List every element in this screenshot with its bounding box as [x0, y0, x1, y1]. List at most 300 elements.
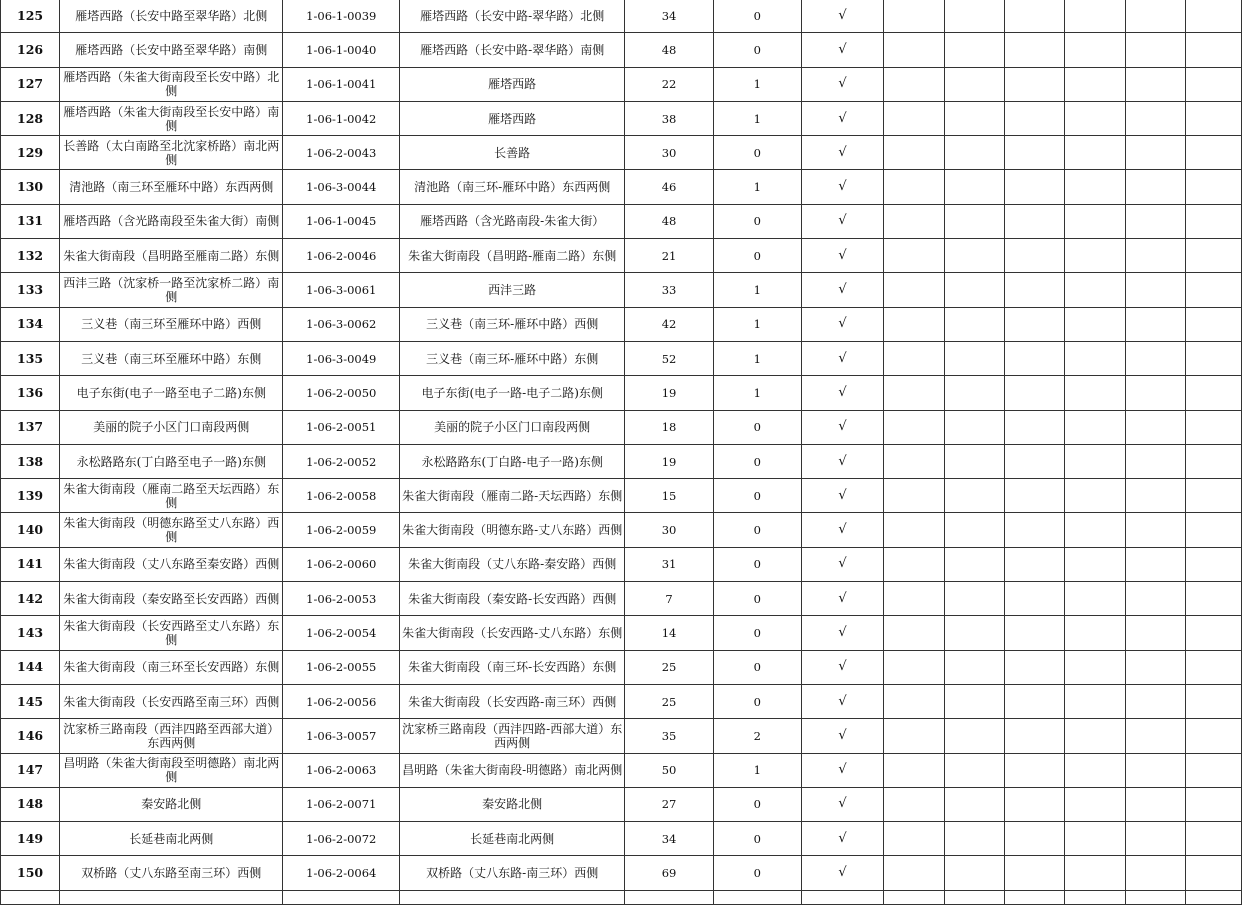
empty-cell	[944, 273, 1004, 307]
road-section-cell: 朱雀大街南段（长安西路至南三环）西侧	[60, 684, 283, 718]
table-row	[1, 513, 1242, 547]
section-code-cell: 1-06-2-0054	[283, 616, 400, 650]
count-cell: 0	[713, 0, 801, 33]
empty-cell	[1065, 410, 1125, 444]
empty-cell	[1125, 376, 1185, 410]
count-cell: 0	[713, 650, 801, 684]
row-number-cell: 138	[1, 444, 60, 478]
empty-cell	[1186, 33, 1242, 67]
check-mark-cell: √	[801, 547, 883, 581]
road-name-cell: 雁塔西路（长安中路-翠华路）北侧	[400, 0, 625, 33]
road-name-cell: 长善路	[400, 136, 625, 170]
empty-cell	[1065, 582, 1125, 616]
empty-cell	[1125, 67, 1185, 101]
road-name-cell: 清池路（南三环-雁环中路）东西两侧	[400, 170, 625, 204]
empty-cell	[884, 239, 944, 273]
empty-cell	[1125, 239, 1185, 273]
road-section-cell: 美丽的院子小区门口南段两侧	[60, 410, 283, 444]
road-section-cell: 雁塔西路（长安中路至翠华路）北侧	[60, 0, 283, 33]
empty-cell	[1005, 273, 1065, 307]
table-row	[1, 170, 1242, 204]
row-number-cell: 127	[1, 67, 60, 101]
road-name-cell: 朱雀大街南段（长安西路-南三环）西侧	[400, 684, 625, 718]
empty-cell	[1186, 307, 1242, 341]
empty-cell	[1065, 684, 1125, 718]
empty-cell	[1186, 101, 1242, 135]
count-cell: 0	[713, 856, 801, 890]
empty-cell	[944, 239, 1004, 273]
road-name-cell: 朱雀大街南段（南三环-长安西路）东侧	[400, 650, 625, 684]
section-code-cell: 1-06-3-0061	[283, 273, 400, 307]
empty-cell	[944, 547, 1004, 581]
empty-cell	[1005, 444, 1065, 478]
check-mark-cell: √	[801, 67, 883, 101]
empty-cell	[1186, 67, 1242, 101]
table-row	[1, 239, 1242, 273]
section-code-cell: 1-06-2-0043	[283, 136, 400, 170]
row-number-cell: 149	[1, 822, 60, 856]
empty-cell	[884, 273, 944, 307]
empty-cell	[1125, 547, 1185, 581]
row-number-cell: 125	[1, 0, 60, 33]
spaces-count-cell: 42	[625, 307, 714, 341]
empty-cell	[944, 376, 1004, 410]
check-mark-cell: √	[801, 753, 883, 787]
count-cell: 0	[713, 204, 801, 238]
table-row	[1, 67, 1242, 101]
empty-cell	[884, 444, 944, 478]
empty-cell	[1065, 341, 1125, 375]
empty-cell	[1065, 101, 1125, 135]
road-section-cell: 朱雀大街南段（秦安路至长安西路）西侧	[60, 582, 283, 616]
empty-cell	[1005, 650, 1065, 684]
empty-cell	[1065, 753, 1125, 787]
empty-cell	[944, 136, 1004, 170]
count-cell: 0	[713, 582, 801, 616]
empty-cell	[884, 479, 944, 513]
spaces-count-cell: 52	[625, 341, 714, 375]
empty-cell	[1005, 547, 1065, 581]
empty-cell	[1065, 204, 1125, 238]
empty-cell	[944, 513, 1004, 547]
road-name-cell: 朱雀大街南段（丈八东路-秦安路）西侧	[400, 547, 625, 581]
table-row	[1, 444, 1242, 478]
empty-cell	[1005, 410, 1065, 444]
empty-cell	[1005, 479, 1065, 513]
spaces-count-cell: 25	[625, 650, 714, 684]
empty-cell	[1005, 0, 1065, 33]
empty-cell	[884, 136, 944, 170]
road-name-cell: 永松路路东(丁白路-电子一路)东侧	[400, 444, 625, 478]
table-row	[1, 136, 1242, 170]
empty-cell	[1065, 513, 1125, 547]
road-name-cell: 朱雀大街南段（秦安路-长安西路）西侧	[400, 582, 625, 616]
empty-cell	[1005, 753, 1065, 787]
empty-cell	[1065, 239, 1125, 273]
empty-cell	[944, 170, 1004, 204]
empty-cell	[1065, 136, 1125, 170]
empty-cell	[1125, 513, 1185, 547]
empty-cell	[1186, 513, 1242, 547]
section-code-cell: 1-06-1-0039	[283, 0, 400, 33]
table-row	[1, 273, 1242, 307]
empty-cell	[944, 582, 1004, 616]
row-number-cell: 137	[1, 410, 60, 444]
road-section-cell: 沈家桥三路南段（西沣四路至西部大道）东西两侧	[60, 719, 283, 753]
count-cell: 0	[713, 444, 801, 478]
empty-cell	[1065, 856, 1125, 890]
empty-cell	[944, 101, 1004, 135]
empty-cell	[944, 410, 1004, 444]
empty-cell	[1186, 684, 1242, 718]
empty-cell	[1125, 890, 1185, 904]
road-section-cell: 电子东街(电子一路至电子二路)东侧	[60, 376, 283, 410]
empty-cell	[944, 890, 1004, 904]
empty-cell	[1005, 822, 1065, 856]
table-row	[1, 479, 1242, 513]
road-name-cell: 长延巷南北两侧	[400, 822, 625, 856]
empty-cell	[944, 444, 1004, 478]
table-row	[1, 341, 1242, 375]
spaces-count-cell: 35	[625, 719, 714, 753]
empty-cell	[1065, 67, 1125, 101]
road-section-cell: 三义巷（南三环至雁环中路）西侧	[60, 307, 283, 341]
row-number-cell: 140	[1, 513, 60, 547]
spaces-count-cell: 19	[625, 444, 714, 478]
empty-cell	[1005, 170, 1065, 204]
table-body	[1, 0, 1242, 904]
empty-cell	[884, 0, 944, 33]
road-section-cell: 清池路（南三环至雁环中路）东西两侧	[60, 170, 283, 204]
empty-cell	[1065, 479, 1125, 513]
empty-cell	[1065, 376, 1125, 410]
check-mark-cell: √	[801, 239, 883, 273]
empty-cell	[884, 170, 944, 204]
empty-cell	[884, 341, 944, 375]
empty-cell	[1065, 444, 1125, 478]
count-cell: 1	[713, 170, 801, 204]
empty-cell	[944, 787, 1004, 821]
road-name-cell: 三义巷（南三环-雁环中路）东侧	[400, 341, 625, 375]
empty-cell	[1125, 684, 1185, 718]
spaces-count-cell: 46	[625, 170, 714, 204]
row-number-cell: 126	[1, 33, 60, 67]
empty-cell	[884, 822, 944, 856]
empty-cell	[884, 376, 944, 410]
empty-cell	[1125, 33, 1185, 67]
section-code-cell: 1-06-2-0071	[283, 787, 400, 821]
road-name-cell: 双桥路（丈八东路-南三环）西侧	[400, 856, 625, 890]
check-mark-cell: √	[801, 822, 883, 856]
empty-cell	[1005, 307, 1065, 341]
empty-cell	[1065, 33, 1125, 67]
empty-cell	[944, 753, 1004, 787]
empty-cell	[1186, 856, 1242, 890]
road-section-cell: 秦安路北侧	[60, 787, 283, 821]
empty-cell	[1065, 719, 1125, 753]
spaces-count-cell: 31	[625, 547, 714, 581]
empty-cell	[1125, 0, 1185, 33]
check-mark-cell: √	[801, 204, 883, 238]
road-name-cell: 美丽的院子小区门口南段两侧	[400, 410, 625, 444]
section-code-cell: 1-06-2-0059	[283, 513, 400, 547]
empty-cell	[1125, 719, 1185, 753]
empty-cell	[1005, 582, 1065, 616]
empty-cell	[1186, 444, 1242, 478]
section-code-cell: 1-06-2-0051	[283, 410, 400, 444]
empty-cell	[1005, 341, 1065, 375]
row-number-cell: 134	[1, 307, 60, 341]
row-number-cell: 135	[1, 341, 60, 375]
empty-cell	[884, 547, 944, 581]
empty-cell	[884, 410, 944, 444]
empty-cell	[1125, 444, 1185, 478]
empty-cell	[944, 856, 1004, 890]
section-code-cell: 1-06-2-0058	[283, 479, 400, 513]
road-name-cell	[400, 890, 625, 904]
empty-cell	[1125, 204, 1185, 238]
road-section-cell: 长延巷南北两侧	[60, 822, 283, 856]
empty-cell	[944, 67, 1004, 101]
spaces-count-cell: 34	[625, 822, 714, 856]
empty-cell	[1125, 479, 1185, 513]
section-code-cell: 1-06-2-0072	[283, 822, 400, 856]
row-number-cell: 148	[1, 787, 60, 821]
road-section-cell: 雁塔西路（含光路南段至朱雀大街）南侧	[60, 204, 283, 238]
empty-cell	[1005, 239, 1065, 273]
check-mark-cell: √	[801, 0, 883, 33]
empty-cell	[1186, 719, 1242, 753]
spaces-count-cell: 25	[625, 684, 714, 718]
count-cell: 0	[713, 410, 801, 444]
empty-cell	[1065, 307, 1125, 341]
spaces-count-cell: 48	[625, 33, 714, 67]
table-row	[1, 376, 1242, 410]
table-row	[1, 856, 1242, 890]
section-code-cell: 1-06-2-0060	[283, 547, 400, 581]
count-cell: 0	[713, 547, 801, 581]
empty-cell	[1125, 582, 1185, 616]
empty-cell	[1005, 204, 1065, 238]
road-name-cell: 朱雀大街南段（长安西路-丈八东路）东侧	[400, 616, 625, 650]
row-number-cell: 147	[1, 753, 60, 787]
empty-cell	[884, 101, 944, 135]
count-cell	[713, 890, 801, 904]
table-row	[1, 547, 1242, 581]
empty-cell	[1186, 204, 1242, 238]
empty-cell	[1186, 239, 1242, 273]
empty-cell	[884, 33, 944, 67]
spaces-count-cell: 48	[625, 204, 714, 238]
road-name-cell: 雁塔西路	[400, 101, 625, 135]
empty-cell	[1005, 376, 1065, 410]
empty-cell	[944, 719, 1004, 753]
section-code-cell: 1-06-1-0040	[283, 33, 400, 67]
table-row	[1, 204, 1242, 238]
check-mark-cell: √	[801, 101, 883, 135]
road-section-cell: 朱雀大街南段（明德东路至丈八东路）西侧	[60, 513, 283, 547]
empty-cell	[1125, 136, 1185, 170]
count-cell: 0	[713, 822, 801, 856]
table-row	[1, 684, 1242, 718]
empty-cell	[1125, 410, 1185, 444]
empty-cell	[1005, 719, 1065, 753]
table-row	[1, 822, 1242, 856]
table-row	[1, 753, 1242, 787]
table-row	[1, 33, 1242, 67]
road-name-cell: 电子东街(电子一路-电子二路)东侧	[400, 376, 625, 410]
empty-cell	[884, 307, 944, 341]
count-cell: 0	[713, 787, 801, 821]
section-code-cell: 1-06-1-0045	[283, 204, 400, 238]
empty-cell	[884, 513, 944, 547]
empty-cell	[944, 0, 1004, 33]
empty-cell	[1005, 616, 1065, 650]
table-row	[1, 650, 1242, 684]
check-mark-cell: √	[801, 444, 883, 478]
check-mark-cell: √	[801, 719, 883, 753]
road-name-cell: 昌明路（朱雀大街南段-明德路）南北两侧	[400, 753, 625, 787]
row-number-cell: 131	[1, 204, 60, 238]
spaces-count-cell: 33	[625, 273, 714, 307]
empty-cell	[1186, 479, 1242, 513]
check-mark-cell	[801, 890, 883, 904]
empty-cell	[1186, 0, 1242, 33]
empty-cell	[1186, 547, 1242, 581]
road-section-cell: 朱雀大街南段（昌明路至雁南二路）东侧	[60, 239, 283, 273]
row-number-cell	[1, 890, 60, 904]
empty-cell	[1065, 273, 1125, 307]
row-number-cell: 144	[1, 650, 60, 684]
empty-cell	[884, 650, 944, 684]
spaces-count-cell: 69	[625, 856, 714, 890]
empty-cell	[1125, 822, 1185, 856]
check-mark-cell: √	[801, 650, 883, 684]
count-cell: 0	[713, 239, 801, 273]
row-number-cell: 143	[1, 616, 60, 650]
road-name-cell: 雁塔西路	[400, 67, 625, 101]
road-section-cell: 朱雀大街南段（雁南二路至天坛西路）东侧	[60, 479, 283, 513]
row-number-cell: 136	[1, 376, 60, 410]
count-cell: 0	[713, 684, 801, 718]
count-cell: 1	[713, 307, 801, 341]
road-section-cell: 双桥路（丈八东路至南三环）西侧	[60, 856, 283, 890]
row-number-cell: 133	[1, 273, 60, 307]
table-row	[1, 307, 1242, 341]
empty-cell	[1005, 101, 1065, 135]
check-mark-cell: √	[801, 856, 883, 890]
count-cell: 0	[713, 513, 801, 547]
section-code-cell: 1-06-2-0063	[283, 753, 400, 787]
empty-cell	[1005, 890, 1065, 904]
empty-cell	[884, 890, 944, 904]
road-name-cell: 秦安路北侧	[400, 787, 625, 821]
road-name-cell: 朱雀大街南段（雁南二路-天坛西路）东侧	[400, 479, 625, 513]
section-code-cell: 1-06-3-0044	[283, 170, 400, 204]
spaces-count-cell: 27	[625, 787, 714, 821]
road-name-cell: 朱雀大街南段（明德东路-丈八东路）西侧	[400, 513, 625, 547]
section-code-cell: 1-06-1-0041	[283, 67, 400, 101]
road-name-cell: 朱雀大街南段（昌明路-雁南二路）东侧	[400, 239, 625, 273]
row-number-cell: 130	[1, 170, 60, 204]
check-mark-cell: √	[801, 616, 883, 650]
check-mark-cell: √	[801, 410, 883, 444]
count-cell: 1	[713, 101, 801, 135]
empty-cell	[1186, 341, 1242, 375]
count-cell: 0	[713, 136, 801, 170]
empty-cell	[1186, 273, 1242, 307]
road-section-cell: 西沣三路（沈家桥一路至沈家桥二路）南侧	[60, 273, 283, 307]
empty-cell	[884, 684, 944, 718]
empty-cell	[1186, 890, 1242, 904]
spaces-count-cell: 18	[625, 410, 714, 444]
empty-cell	[1125, 170, 1185, 204]
empty-cell	[1186, 650, 1242, 684]
table-row	[1, 787, 1242, 821]
table-row	[1, 616, 1242, 650]
check-mark-cell: √	[801, 170, 883, 204]
empty-cell	[1125, 616, 1185, 650]
check-mark-cell: √	[801, 787, 883, 821]
check-mark-cell: √	[801, 33, 883, 67]
empty-cell	[1125, 307, 1185, 341]
section-code-cell: 1-06-2-0050	[283, 376, 400, 410]
spaces-count-cell: 22	[625, 67, 714, 101]
spaces-count-cell: 38	[625, 101, 714, 135]
empty-cell	[1125, 650, 1185, 684]
empty-cell	[1065, 890, 1125, 904]
empty-cell	[1065, 822, 1125, 856]
spaces-count-cell: 34	[625, 0, 714, 33]
empty-cell	[884, 753, 944, 787]
empty-cell	[1186, 787, 1242, 821]
road-section-cell: 长善路（太白南路至北沈家桥路）南北两侧	[60, 136, 283, 170]
road-name-cell: 西沣三路	[400, 273, 625, 307]
spaces-count-cell: 15	[625, 479, 714, 513]
spaces-count-cell: 30	[625, 136, 714, 170]
row-number-cell: 145	[1, 684, 60, 718]
road-section-cell: 朱雀大街南段（长安西路至丈八东路）东侧	[60, 616, 283, 650]
empty-cell	[884, 616, 944, 650]
empty-cell	[1125, 787, 1185, 821]
table-row	[1, 101, 1242, 135]
empty-cell	[1005, 856, 1065, 890]
road-section-cell: 雁塔西路（长安中路至翠华路）南侧	[60, 33, 283, 67]
road-section-cell: 永松路路东(丁白路至电子一路)东侧	[60, 444, 283, 478]
empty-cell	[884, 856, 944, 890]
row-number-cell: 132	[1, 239, 60, 273]
spaces-count-cell: 14	[625, 616, 714, 650]
empty-cell	[1125, 341, 1185, 375]
empty-cell	[884, 719, 944, 753]
table-row	[1, 0, 1242, 33]
section-code-cell: 1-06-3-0049	[283, 341, 400, 375]
row-number-cell: 142	[1, 582, 60, 616]
spaces-count-cell: 19	[625, 376, 714, 410]
check-mark-cell: √	[801, 136, 883, 170]
empty-cell	[1005, 684, 1065, 718]
empty-cell	[944, 341, 1004, 375]
table-row	[1, 410, 1242, 444]
empty-cell	[1186, 753, 1242, 787]
empty-cell	[1065, 547, 1125, 581]
empty-cell	[1065, 787, 1125, 821]
spaces-count-cell: 30	[625, 513, 714, 547]
empty-cell	[944, 650, 1004, 684]
road-section-cell: 昌明路（朱雀大街南段至明德路）南北两侧	[60, 753, 283, 787]
empty-cell	[1125, 856, 1185, 890]
empty-cell	[944, 33, 1004, 67]
